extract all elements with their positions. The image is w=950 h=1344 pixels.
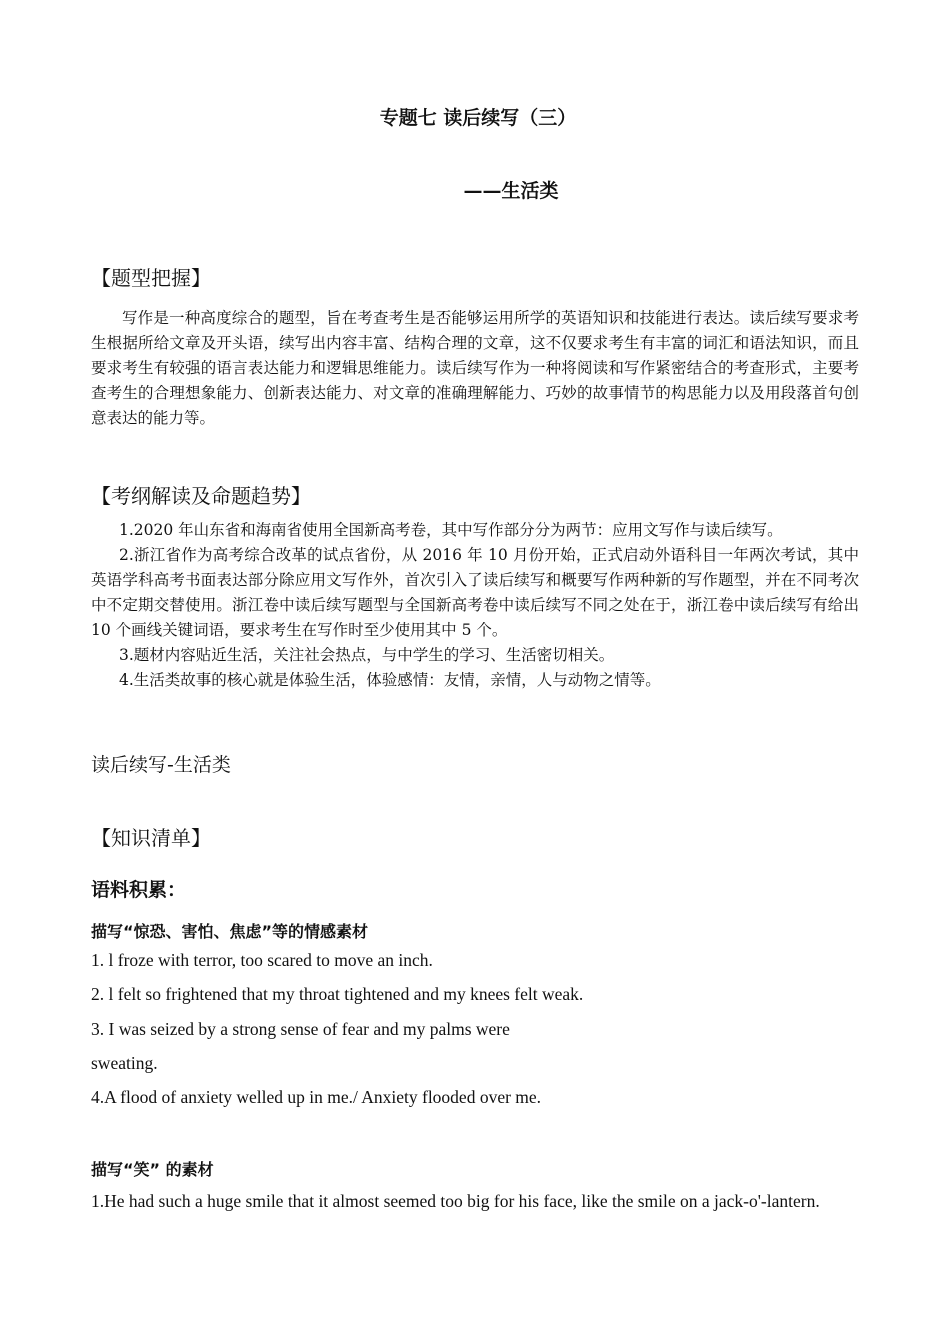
fear-item: 1. l froze with terror, too scared to move an inch. xyxy=(91,950,433,970)
smile-heading: 描写“笑” 的素材 xyxy=(91,1160,214,1179)
section-list-syllabus xyxy=(91,518,859,693)
section-heading-knowledge: 【知识清单】 xyxy=(91,826,211,850)
list-item: 1.2020 年山东省和海南省使用全国新高考卷，其中写作部分分为两节：应用文写作与读后续写。 xyxy=(119,521,783,539)
section-heading-question-type: 【题型把握】 xyxy=(91,266,211,290)
fear-heading: 描写“惊恐、害怕、焦虑”等的情感素材 xyxy=(91,922,369,941)
fear-item: 4.A flood of anxiety welled up in me./ Anxiety flooded over me. xyxy=(91,1087,542,1107)
smile-item: 1.He had such a huge smile that it almost seemed too big for his face, like the smile on a jack-o'-lantern. xyxy=(91,1191,820,1211)
section-paragraph-question-type xyxy=(91,306,859,431)
list-item: 2.浙江省作为高考综合改革的试点省份，从 2016 年 10 月份开始，正式启动外语科目一年两次考试，其中英语学科高考书面表达部分除应用文写作外，首次引入了读后续写和概要写作两种新的写作题型，并在不同考次中不定期交替使用。浙江卷中读后续写题型与全国新高考卷中读后续写不同之处在于，浙江卷中读后续写有给出 10 个画线关键词语，要求考生在写作时至少使用其中 5 个。 xyxy=(91,546,859,639)
document-title: 专题七 读后续写（三） xyxy=(379,107,577,129)
material-heading: 语料积累： xyxy=(91,879,187,901)
section-heading-syllabus: 【考纲解读及命题趋势】 xyxy=(91,484,311,508)
fear-item: sweating. xyxy=(91,1053,158,1073)
fear-item: 2. l felt so frightened that my throat tightened and my knees felt weak. xyxy=(91,984,584,1004)
section-heading-life: 读后续写-生活类 xyxy=(91,754,231,776)
fear-item: 3. I was seized by a strong sense of fear and my palms were xyxy=(91,1019,510,1039)
list-item: 4.生活类故事的核心就是体验生活，体验感情：友情，亲情，人与动物之情等。 xyxy=(119,671,661,689)
paragraph-text: 写作是一种高度综合的题型，旨在考查考生是否能够运用所学的英语知识和技能进行表达。读后续写要求考生根据所给文章及开头语，续写出内容丰富、结构合理的文章，这不仅要求考生有丰富的词汇和语法知识，而且要求考生有较强的语言表达能力和逻辑思维能力。读后续写作为一种将阅读和写作紧密结合的考查形式，主要考查考生的合理想象能力、创新表达能力、对文章的准确理解能力、巧妙的故事情节的构思能力以及用段落首句创意表达的能力等。 xyxy=(91,309,859,427)
list-item: 3.题材内容贴近生活，关注社会热点，与中学生的学习、生活密切相关。 xyxy=(119,646,615,664)
document-subtitle: ——生活类 xyxy=(463,180,559,202)
